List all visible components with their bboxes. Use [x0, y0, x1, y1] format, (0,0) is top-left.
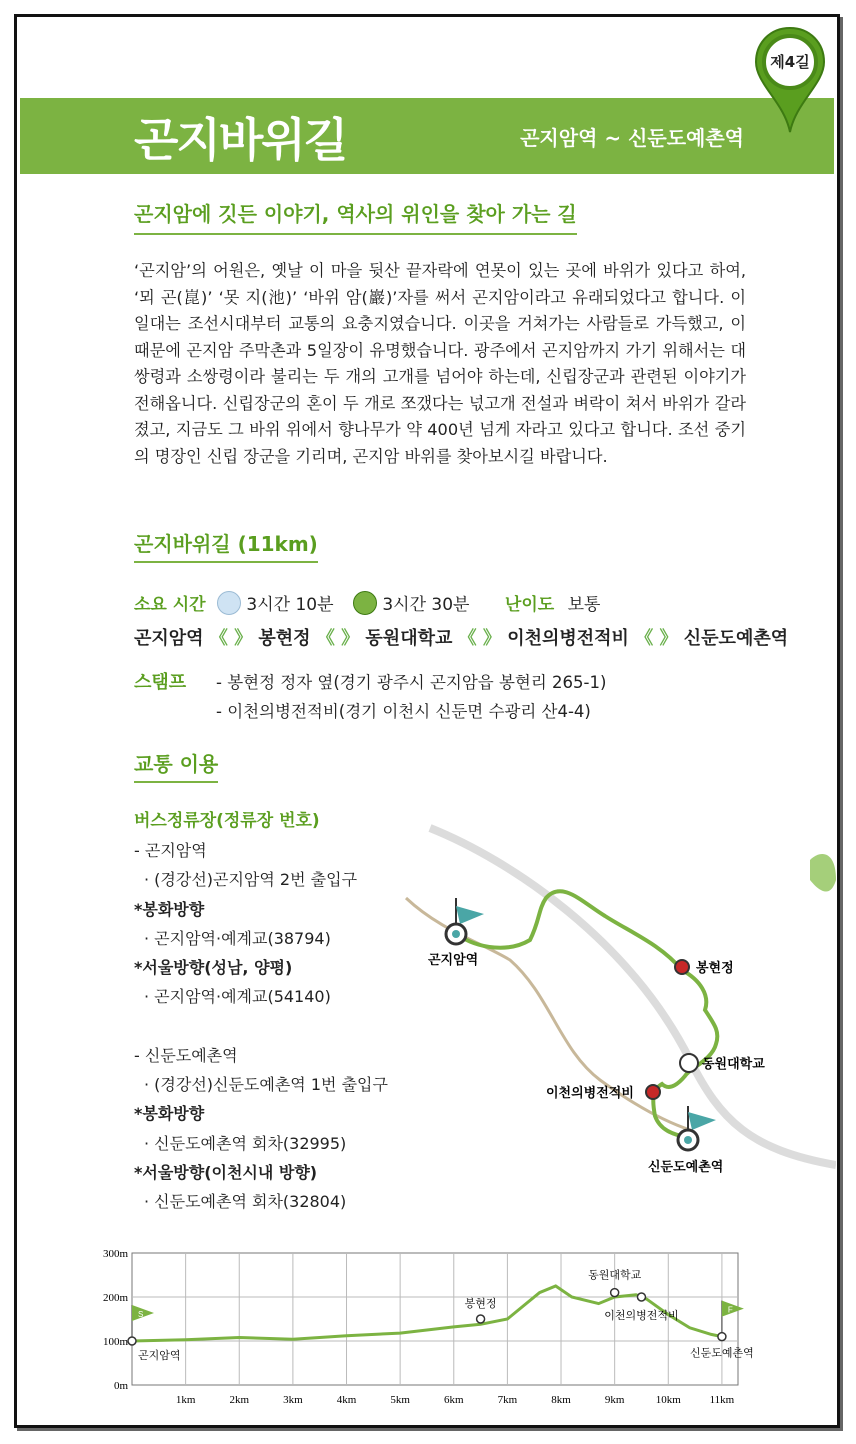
bus-line: *서울방향(성남, 양평) [134, 958, 293, 978]
x-tick-label: 1km [175, 1394, 196, 1406]
stamp-item: - 봉현정 정자 옆(경기 광주시 곤지암읍 봉현리 265-1) [216, 673, 607, 692]
elevation-point [637, 1293, 645, 1301]
elevation-point-label: 봉현정 [464, 1298, 497, 1310]
x-tick-label: 8km [551, 1394, 571, 1406]
map-greenery [810, 854, 836, 892]
bus-line [134, 1012, 388, 1041]
y-tick-label: 200m [102, 1292, 128, 1304]
walk-time: 3시간 10분 [246, 595, 334, 615]
bus-stop-list [134, 836, 388, 1217]
elevation-point [477, 1315, 485, 1323]
map-label-memorial: 이천의병전적비 [546, 1085, 634, 1100]
end-flag-icon [688, 1112, 716, 1130]
map-label-start: 곤지암역 [428, 952, 479, 967]
route-badge [750, 24, 830, 136]
bus-line: · 신둔도예촌역 회차(32995) [144, 1133, 347, 1153]
turtle-icon [353, 591, 377, 615]
x-tick-label: 3km [283, 1394, 303, 1406]
memorial-marker [646, 1085, 660, 1099]
route-stop: 이천의병전적비 [507, 628, 629, 649]
elevation-point [128, 1337, 136, 1345]
time-row [134, 590, 600, 615]
map-pin-icon [750, 24, 830, 136]
x-tick-label: 9km [604, 1394, 625, 1406]
course-title: 곤지바위길 (11km) [134, 528, 318, 563]
x-tick-label: 7km [497, 1394, 518, 1406]
route-separator: 《 》 [316, 628, 360, 649]
bus-line: · 곤지암역·예계교(38794) [144, 928, 331, 948]
bus-line: *봉화방향 [134, 899, 205, 919]
elevation-point-label: 이천의병전적비 [604, 1310, 679, 1322]
elevation-point-label: 곤지암역 [138, 1350, 181, 1362]
badge-label: 제4길 [770, 53, 810, 71]
route-separator: 《 》 [209, 628, 253, 649]
bus-line: · 곤지암역·예계교(54140) [144, 987, 331, 1007]
stamp-item: - 이천의병전적비(경기 이천시 신둔면 수광리 산4-4) [216, 702, 591, 721]
bus-line: - 신둔도예촌역 [134, 1045, 238, 1065]
title-banner [20, 98, 834, 174]
bus-title: 버스정류장(정류장 번호) [134, 811, 320, 831]
start-flag-icon [456, 906, 484, 924]
page-title: 곤지바위길 [134, 113, 347, 167]
difficulty-label: 난이도 [504, 595, 555, 615]
map-label-dongwon: 동원대학교 [702, 1056, 765, 1071]
time-label: 소요 시간 [134, 595, 206, 615]
elevation-point-label: 동원대학교 [588, 1269, 642, 1282]
elevation-point [718, 1333, 726, 1341]
x-tick-label: 10km [655, 1394, 681, 1406]
route-stop: 봉현정 [258, 628, 311, 649]
description-text: ‘곤지암’의 어원은, 옛날 이 마을 뒷산 끝자락에 연못이 있는 곳에 바위가 있다고 하여, ‘뫼 곤(崑)’ ‘못 지(池)’ ‘바위 암(巖)’자를 써서 곤지암이라고 유래되었다고 합니다. 이 일대는 조선시대부터 교통의 요충지였습니다. 이곳을 거쳐가는 사람들로 가득했고, 이 때문에 곤지암 주막촌과 5일장이 유명했습니다. 광주에서 곤지암까지 가기 위해서는 대쌍령과 소쌍령이라 불리는 두 개의 고개를 넘어야 하는데, 신립장군과 관련된 이야기가 전해옵니다. 신립장군의 혼이 두 개로 쪼갰다는 넋고개 전설과 벼락이 쳐서 바위가 갈라졌고, 지금도 그 바위 위에서 향나무가 약 400년 넘게 자라고 있다고 합니다. 조선 중기의 명장인 신립 장군을 기리며, 곤지암 바위를 찾아보시길 바랍니다. [134, 261, 746, 466]
route-separator: 《 》 [458, 628, 501, 649]
y-tick-label: 300m [102, 1248, 128, 1260]
start-flag-label: S [138, 1310, 144, 1319]
y-tick-label: 100m [102, 1336, 128, 1348]
bus-line: *서울방향(이천시내 방향) [134, 1162, 318, 1182]
route-stop: 곤지암역 [134, 628, 204, 649]
dongwon-marker [680, 1054, 698, 1072]
elevation-point-label: 신둔도예촌역 [690, 1347, 754, 1360]
y-tick-label: 0m [113, 1380, 128, 1392]
route-stop: 동원대학교 [365, 628, 453, 649]
bonghyeon-marker [675, 960, 689, 974]
route-stop: 신둔도예촌역 [683, 628, 789, 649]
rabbit-icon [217, 591, 241, 615]
bus-line: - 곤지암역 [134, 841, 207, 860]
x-tick-label: 2km [229, 1394, 250, 1406]
route-map [390, 820, 836, 1200]
start-marker-dot [452, 930, 460, 938]
map-label-end: 신둔도예촌역 [648, 1159, 724, 1174]
x-tick-label: 6km [443, 1394, 464, 1406]
x-tick-label: 11km [709, 1394, 735, 1406]
bus-line: *봉화방향 [134, 1104, 205, 1124]
x-tick-label: 4km [336, 1394, 357, 1406]
hike-time: 3시간 30분 [382, 595, 470, 615]
end-marker-dot [684, 1136, 692, 1144]
bus-line: · (경강선)곤지암역 2번 출입구 [144, 870, 358, 890]
section-subtitle: 곤지암에 깃든 이야기, 역사의 위인을 찾아 가는 길 [134, 198, 577, 235]
bus-line: · 신둔도예촌역 회차(32804) [144, 1192, 347, 1212]
stamp-list [216, 668, 606, 726]
elevation-point [611, 1289, 619, 1297]
route-range: 곤지암역 ~ 신둔도예촌역 [520, 126, 744, 150]
bus-line: · (경강선)신둔도예촌역 1번 출입구 [144, 1075, 388, 1095]
route-list [134, 624, 788, 650]
elevation-chart [88, 1245, 778, 1415]
map-label-bonghyeon: 봉현정 [696, 960, 734, 975]
difficulty-value: 보통 [567, 595, 601, 615]
transport-title: 교통 이용 [134, 748, 218, 783]
end-flag-label: F [727, 1305, 733, 1315]
stamp-label: 스탬프 [134, 672, 187, 693]
railway-line [430, 828, 836, 1165]
route-separator: 《 》 [635, 628, 678, 649]
x-tick-label: 5km [390, 1394, 410, 1406]
